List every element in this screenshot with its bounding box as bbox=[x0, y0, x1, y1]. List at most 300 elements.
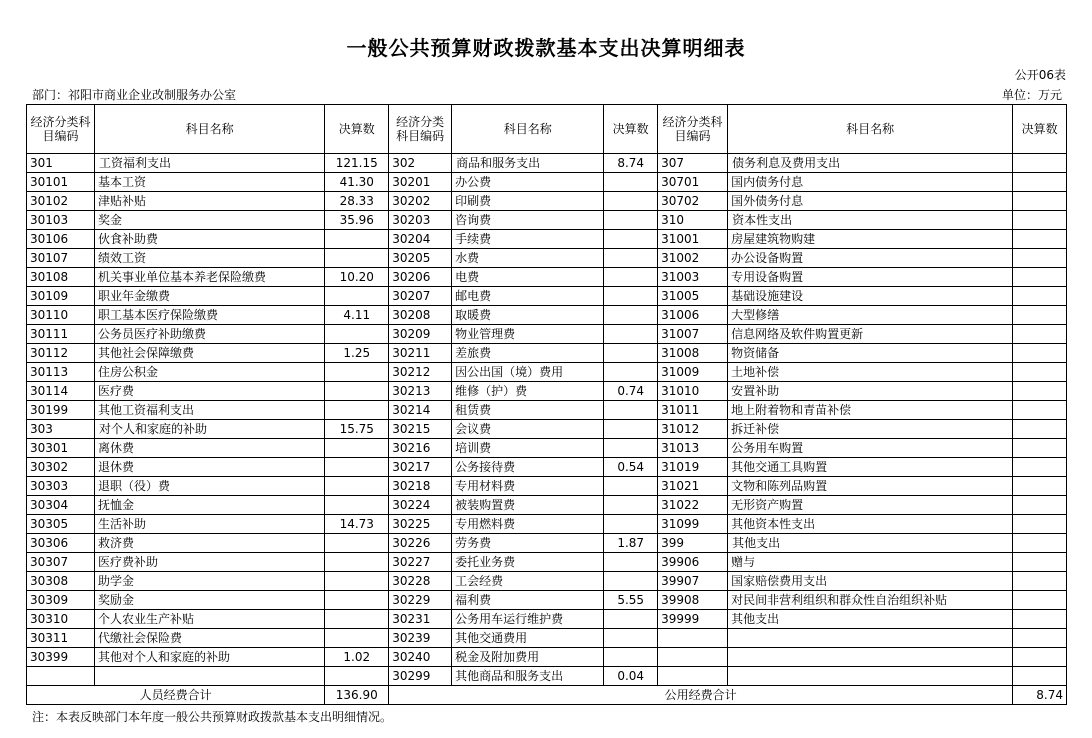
cell-name: 生活补助 bbox=[94, 515, 324, 534]
cell-name: 绩效工资 bbox=[94, 249, 324, 268]
cell-code: 30204 bbox=[389, 230, 452, 249]
cell-code: 30107 bbox=[27, 249, 95, 268]
cell-amount bbox=[604, 211, 658, 230]
cell-name: 其他支出 bbox=[728, 534, 1013, 553]
cell-code: 30111 bbox=[27, 325, 95, 344]
cell-code: 307 bbox=[658, 154, 728, 173]
cell-name: 职工基本医疗保险缴费 bbox=[94, 306, 324, 325]
cell-code: 30206 bbox=[389, 268, 452, 287]
table-row bbox=[27, 230, 1067, 249]
cell-code: 30239 bbox=[389, 629, 452, 648]
cell-name: 公务员医疗补助缴费 bbox=[94, 325, 324, 344]
cell-name: 奖金 bbox=[94, 211, 324, 230]
cell-code: 303 bbox=[27, 420, 95, 439]
cell-code: 30208 bbox=[389, 306, 452, 325]
cell-amount bbox=[1013, 306, 1067, 325]
cell-amount bbox=[1013, 382, 1067, 401]
cell-code: 30305 bbox=[27, 515, 95, 534]
cell-name: 国外债务付息 bbox=[728, 192, 1013, 211]
cell-name: 委托业务费 bbox=[452, 553, 604, 572]
cell-name: 电费 bbox=[452, 268, 604, 287]
table-row bbox=[27, 458, 1067, 477]
cell-amount bbox=[325, 439, 389, 458]
cell-code: 30308 bbox=[27, 572, 95, 591]
cell-name: 工会经费 bbox=[452, 572, 604, 591]
cell-amount bbox=[325, 553, 389, 572]
cell-name: 国内债务付息 bbox=[728, 173, 1013, 192]
cell-code: 30702 bbox=[658, 192, 728, 211]
cell-name: 办公费 bbox=[452, 173, 604, 192]
report-title: 一般公共预算财政拨款基本支出决算明细表 bbox=[346, 36, 746, 60]
cell-amount bbox=[1013, 230, 1067, 249]
header-code-2: 经济分类科目编码 bbox=[389, 105, 452, 154]
cell-amount bbox=[1013, 401, 1067, 420]
cell-amount bbox=[325, 363, 389, 382]
cell-code: 30399 bbox=[27, 648, 95, 667]
cell-amount bbox=[1013, 268, 1067, 287]
cell-name: 物资储备 bbox=[728, 344, 1013, 363]
cell-code: 31022 bbox=[658, 496, 728, 515]
cell-name: 劳务费 bbox=[452, 534, 604, 553]
cell-code: 30109 bbox=[27, 287, 95, 306]
cell-name: 退休费 bbox=[94, 458, 324, 477]
table-row bbox=[27, 268, 1067, 287]
table-row bbox=[27, 591, 1067, 610]
cell-amount bbox=[325, 230, 389, 249]
cell-amount bbox=[1013, 629, 1067, 648]
cell-amount: 35.96 bbox=[325, 211, 389, 230]
cell-amount bbox=[604, 268, 658, 287]
header-code-1: 经济分类科目编码 bbox=[27, 105, 95, 154]
table-row bbox=[27, 382, 1067, 401]
cell-code: 30227 bbox=[389, 553, 452, 572]
cell-code: 30101 bbox=[27, 173, 95, 192]
cell-amount: 41.30 bbox=[325, 173, 389, 192]
cell-name: 基础设施建设 bbox=[728, 287, 1013, 306]
cell-name: 医疗费 bbox=[94, 382, 324, 401]
cell-amount: 0.54 bbox=[604, 458, 658, 477]
cell-name: 拆迁补偿 bbox=[728, 420, 1013, 439]
cell-amount bbox=[325, 287, 389, 306]
cell-name: 税金及附加费用 bbox=[452, 648, 604, 667]
cell-code: 31012 bbox=[658, 420, 728, 439]
cell-name: 其他工资福利支出 bbox=[94, 401, 324, 420]
cell-code: 30301 bbox=[27, 439, 95, 458]
cell-code: 31001 bbox=[658, 230, 728, 249]
footnote: 注：本表反映部门本年度一般公共预算财政拨款基本支出明细情况。 bbox=[32, 710, 393, 724]
cell-amount bbox=[604, 477, 658, 496]
cell-amount bbox=[1013, 477, 1067, 496]
totals-row bbox=[27, 686, 1067, 705]
cell-name: 专用燃料费 bbox=[452, 515, 604, 534]
cell-name: 赠与 bbox=[728, 553, 1013, 572]
cell-name: 住房公积金 bbox=[94, 363, 324, 382]
cell-name: 维修（护）费 bbox=[452, 382, 604, 401]
cell-amount bbox=[604, 344, 658, 363]
cell-name: 印刷费 bbox=[452, 192, 604, 211]
cell-code: 31005 bbox=[658, 287, 728, 306]
header-amount-1: 决算数 bbox=[325, 105, 389, 154]
cell-amount bbox=[604, 629, 658, 648]
cell-name: 咨询费 bbox=[452, 211, 604, 230]
cell-amount bbox=[325, 496, 389, 515]
cell-name: 基本工资 bbox=[94, 173, 324, 192]
cell-amount: 5.55 bbox=[604, 591, 658, 610]
cell-name bbox=[728, 648, 1013, 667]
cell-code: 30205 bbox=[389, 249, 452, 268]
cell-name: 培训费 bbox=[452, 439, 604, 458]
cell-name: 会议费 bbox=[452, 420, 604, 439]
cell-name: 物业管理费 bbox=[452, 325, 604, 344]
table-row bbox=[27, 610, 1067, 629]
cell-code: 30229 bbox=[389, 591, 452, 610]
cell-amount bbox=[1013, 496, 1067, 515]
cell-amount bbox=[1013, 553, 1067, 572]
cell-code bbox=[658, 648, 728, 667]
header-name-1: 科目名称 bbox=[94, 105, 324, 154]
cell-amount: 14.73 bbox=[325, 515, 389, 534]
cell-code: 399 bbox=[658, 534, 728, 553]
cell-code: 31008 bbox=[658, 344, 728, 363]
cell-name: 奖励金 bbox=[94, 591, 324, 610]
cell-code: 30106 bbox=[27, 230, 95, 249]
cell-code: 30225 bbox=[389, 515, 452, 534]
cell-amount bbox=[1013, 249, 1067, 268]
cell-code: 30213 bbox=[389, 382, 452, 401]
unit-label: 单位：万元 bbox=[1001, 88, 1062, 102]
cell-code: 39906 bbox=[658, 553, 728, 572]
cell-amount bbox=[1013, 610, 1067, 629]
table-row bbox=[27, 553, 1067, 572]
cell-name: 机关事业单位基本养老保险缴费 bbox=[94, 268, 324, 287]
cell-name: 其他交通工具购置 bbox=[728, 458, 1013, 477]
cell-amount bbox=[325, 629, 389, 648]
cell-code: 30108 bbox=[27, 268, 95, 287]
cell-amount bbox=[1013, 211, 1067, 230]
table-row bbox=[27, 534, 1067, 553]
cell-name: 伙食补助费 bbox=[94, 230, 324, 249]
cell-code: 31007 bbox=[658, 325, 728, 344]
table-row bbox=[27, 344, 1067, 363]
cell-amount bbox=[1013, 515, 1067, 534]
cell-name bbox=[94, 667, 324, 686]
cell-name: 公务接待费 bbox=[452, 458, 604, 477]
cell-amount bbox=[604, 325, 658, 344]
cell-name bbox=[728, 629, 1013, 648]
cell-code bbox=[658, 667, 728, 686]
cell-name: 其他社会保障缴费 bbox=[94, 344, 324, 363]
cell-name: 其他支出 bbox=[728, 610, 1013, 629]
cell-name: 办公设备购置 bbox=[728, 249, 1013, 268]
cell-code: 30201 bbox=[389, 173, 452, 192]
personnel-total-label: 人员经费合计 bbox=[27, 686, 325, 705]
cell-amount: 1.87 bbox=[604, 534, 658, 553]
cell-amount bbox=[604, 230, 658, 249]
cell-code: 31009 bbox=[658, 363, 728, 382]
cell-code: 30214 bbox=[389, 401, 452, 420]
table-row bbox=[27, 477, 1067, 496]
header-amount-2: 决算数 bbox=[604, 105, 658, 154]
cell-amount bbox=[604, 363, 658, 382]
cell-amount bbox=[325, 610, 389, 629]
cell-amount bbox=[1013, 154, 1067, 173]
cell-name: 对个人和家庭的补助 bbox=[94, 420, 324, 439]
cell-code: 30701 bbox=[658, 173, 728, 192]
cell-amount bbox=[325, 572, 389, 591]
cell-code: 39907 bbox=[658, 572, 728, 591]
cell-code: 31011 bbox=[658, 401, 728, 420]
public-total-label: 公用经费合计 bbox=[389, 686, 1013, 705]
cell-code: 31099 bbox=[658, 515, 728, 534]
cell-code: 30302 bbox=[27, 458, 95, 477]
cell-amount bbox=[325, 249, 389, 268]
cell-code: 30114 bbox=[27, 382, 95, 401]
cell-name: 差旅费 bbox=[452, 344, 604, 363]
cell-amount bbox=[604, 401, 658, 420]
cell-name: 退职（役）费 bbox=[94, 477, 324, 496]
cell-name: 水费 bbox=[452, 249, 604, 268]
cell-name: 医疗费补助 bbox=[94, 553, 324, 572]
header-amount-3: 决算数 bbox=[1013, 105, 1067, 154]
cell-name: 资本性支出 bbox=[728, 211, 1013, 230]
cell-name: 国家赔偿费用支出 bbox=[728, 572, 1013, 591]
cell-code bbox=[27, 667, 95, 686]
cell-code: 30110 bbox=[27, 306, 95, 325]
cell-amount: 1.25 bbox=[325, 344, 389, 363]
cell-name: 邮电费 bbox=[452, 287, 604, 306]
cell-name: 安置补助 bbox=[728, 382, 1013, 401]
table-row bbox=[27, 154, 1067, 173]
cell-code: 31003 bbox=[658, 268, 728, 287]
cell-code: 30102 bbox=[27, 192, 95, 211]
cell-code: 30228 bbox=[389, 572, 452, 591]
header-name-3: 科目名称 bbox=[728, 105, 1013, 154]
cell-code: 30224 bbox=[389, 496, 452, 515]
cell-amount bbox=[1013, 173, 1067, 192]
cell-name: 专用设备购置 bbox=[728, 268, 1013, 287]
cell-amount bbox=[604, 306, 658, 325]
cell-name: 无形资产购置 bbox=[728, 496, 1013, 515]
cell-code: 30103 bbox=[27, 211, 95, 230]
cell-name: 其他资本性支出 bbox=[728, 515, 1013, 534]
cell-name: 其他商品和服务支出 bbox=[452, 667, 604, 686]
cell-name: 文物和陈列品购置 bbox=[728, 477, 1013, 496]
header-code-3: 经济分类科目编码 bbox=[658, 105, 728, 154]
cell-code: 31002 bbox=[658, 249, 728, 268]
cell-amount bbox=[1013, 287, 1067, 306]
table-row bbox=[27, 667, 1067, 686]
cell-name: 救济费 bbox=[94, 534, 324, 553]
cell-code: 31019 bbox=[658, 458, 728, 477]
cell-amount: 28.33 bbox=[325, 192, 389, 211]
cell-name: 手续费 bbox=[452, 230, 604, 249]
table-row bbox=[27, 496, 1067, 515]
table-row bbox=[27, 211, 1067, 230]
table-row bbox=[27, 306, 1067, 325]
cell-name: 代缴社会保险费 bbox=[94, 629, 324, 648]
cell-name: 其他对个人和家庭的补助 bbox=[94, 648, 324, 667]
cell-amount: 10.20 bbox=[325, 268, 389, 287]
cell-amount bbox=[325, 401, 389, 420]
cell-amount bbox=[604, 496, 658, 515]
cell-name: 福利费 bbox=[452, 591, 604, 610]
cell-name: 被装购置费 bbox=[452, 496, 604, 515]
cell-code: 30310 bbox=[27, 610, 95, 629]
table-row bbox=[27, 629, 1067, 648]
cell-name: 土地补偿 bbox=[728, 363, 1013, 382]
cell-amount bbox=[604, 515, 658, 534]
cell-code: 31013 bbox=[658, 439, 728, 458]
cell-amount bbox=[604, 572, 658, 591]
cell-amount bbox=[604, 648, 658, 667]
cell-amount bbox=[604, 420, 658, 439]
cell-amount bbox=[604, 192, 658, 211]
cell-code: 30113 bbox=[27, 363, 95, 382]
cell-code: 30304 bbox=[27, 496, 95, 515]
cell-name: 因公出国（境）费用 bbox=[452, 363, 604, 382]
cell-amount bbox=[1013, 363, 1067, 382]
cell-code: 30202 bbox=[389, 192, 452, 211]
cell-code: 39999 bbox=[658, 610, 728, 629]
cell-name: 公务用车运行维护费 bbox=[452, 610, 604, 629]
table-row bbox=[27, 439, 1067, 458]
cell-amount bbox=[1013, 192, 1067, 211]
cell-amount: 121.15 bbox=[325, 154, 389, 173]
cell-name: 抚恤金 bbox=[94, 496, 324, 515]
cell-amount: 8.74 bbox=[604, 154, 658, 173]
cell-code: 30217 bbox=[389, 458, 452, 477]
cell-name: 助学金 bbox=[94, 572, 324, 591]
cell-code: 30207 bbox=[389, 287, 452, 306]
table-row bbox=[27, 363, 1067, 382]
cell-code: 30231 bbox=[389, 610, 452, 629]
cell-name: 专用材料费 bbox=[452, 477, 604, 496]
cell-code bbox=[658, 629, 728, 648]
cell-code: 30306 bbox=[27, 534, 95, 553]
cell-name: 债务利息及费用支出 bbox=[728, 154, 1013, 173]
cell-amount bbox=[604, 439, 658, 458]
cell-code: 39908 bbox=[658, 591, 728, 610]
cell-amount: 0.74 bbox=[604, 382, 658, 401]
cell-code: 30215 bbox=[389, 420, 452, 439]
cell-amount: 4.11 bbox=[325, 306, 389, 325]
cell-code: 31006 bbox=[658, 306, 728, 325]
cell-code: 30203 bbox=[389, 211, 452, 230]
cell-code: 302 bbox=[389, 154, 452, 173]
expenditure-table bbox=[26, 104, 1067, 705]
department-label: 部门：祁阳市商业企业改制服务办公室 bbox=[32, 88, 237, 102]
header-name-2: 科目名称 bbox=[452, 105, 604, 154]
cell-code: 30307 bbox=[27, 553, 95, 572]
cell-code: 30311 bbox=[27, 629, 95, 648]
table-row bbox=[27, 401, 1067, 420]
cell-amount bbox=[325, 458, 389, 477]
cell-amount bbox=[1013, 439, 1067, 458]
cell-name: 公务用车购置 bbox=[728, 439, 1013, 458]
cell-amount bbox=[1013, 648, 1067, 667]
cell-amount: 1.02 bbox=[325, 648, 389, 667]
cell-code: 30309 bbox=[27, 591, 95, 610]
table-header-row bbox=[27, 105, 1067, 154]
table-row bbox=[27, 515, 1067, 534]
cell-code: 30211 bbox=[389, 344, 452, 363]
table-row bbox=[27, 287, 1067, 306]
cell-amount bbox=[604, 173, 658, 192]
cell-name: 对民间非营利组织和群众性自治组织补贴 bbox=[728, 591, 1013, 610]
cell-code: 301 bbox=[27, 154, 95, 173]
cell-amount bbox=[604, 610, 658, 629]
cell-name: 津贴补贴 bbox=[94, 192, 324, 211]
cell-code: 30226 bbox=[389, 534, 452, 553]
cell-name: 个人农业生产补贴 bbox=[94, 610, 324, 629]
cell-name: 租赁费 bbox=[452, 401, 604, 420]
cell-code: 30240 bbox=[389, 648, 452, 667]
cell-name: 地上附着物和青苗补偿 bbox=[728, 401, 1013, 420]
form-number: 公开06表 bbox=[1014, 68, 1066, 82]
cell-amount bbox=[604, 287, 658, 306]
cell-name: 职业年金缴费 bbox=[94, 287, 324, 306]
table-row bbox=[27, 648, 1067, 667]
cell-code: 31010 bbox=[658, 382, 728, 401]
cell-amount bbox=[1013, 344, 1067, 363]
cell-amount bbox=[325, 534, 389, 553]
cell-name: 商品和服务支出 bbox=[452, 154, 604, 173]
cell-amount bbox=[1013, 458, 1067, 477]
table-row bbox=[27, 420, 1067, 439]
table-row bbox=[27, 325, 1067, 344]
cell-code: 310 bbox=[658, 211, 728, 230]
cell-code: 30209 bbox=[389, 325, 452, 344]
cell-code: 30218 bbox=[389, 477, 452, 496]
cell-amount bbox=[1013, 420, 1067, 439]
cell-name: 房屋建筑物购建 bbox=[728, 230, 1013, 249]
cell-code: 30216 bbox=[389, 439, 452, 458]
cell-code: 30299 bbox=[389, 667, 452, 686]
cell-amount bbox=[604, 553, 658, 572]
cell-amount bbox=[325, 477, 389, 496]
cell-name: 工资福利支出 bbox=[94, 154, 324, 173]
cell-amount bbox=[325, 591, 389, 610]
cell-amount bbox=[1013, 572, 1067, 591]
cell-amount: 15.75 bbox=[325, 420, 389, 439]
cell-amount bbox=[604, 249, 658, 268]
cell-name: 离休费 bbox=[94, 439, 324, 458]
cell-amount bbox=[1013, 667, 1067, 686]
cell-amount bbox=[1013, 534, 1067, 553]
cell-amount bbox=[325, 325, 389, 344]
public-total-value: 8.74 bbox=[1013, 686, 1067, 705]
table-row bbox=[27, 572, 1067, 591]
table-row bbox=[27, 173, 1067, 192]
cell-name: 其他交通费用 bbox=[452, 629, 604, 648]
cell-code: 30212 bbox=[389, 363, 452, 382]
cell-amount bbox=[325, 382, 389, 401]
cell-name: 取暖费 bbox=[452, 306, 604, 325]
cell-name bbox=[728, 667, 1013, 686]
table-body bbox=[27, 154, 1067, 686]
cell-name: 信息网络及软件购置更新 bbox=[728, 325, 1013, 344]
cell-amount bbox=[1013, 591, 1067, 610]
cell-code: 31021 bbox=[658, 477, 728, 496]
personnel-total-value: 136.90 bbox=[325, 686, 389, 705]
cell-amount bbox=[1013, 325, 1067, 344]
table-row bbox=[27, 249, 1067, 268]
cell-amount bbox=[325, 667, 389, 686]
cell-amount: 0.04 bbox=[604, 667, 658, 686]
cell-name: 大型修缮 bbox=[728, 306, 1013, 325]
cell-code: 30303 bbox=[27, 477, 95, 496]
cell-code: 30112 bbox=[27, 344, 95, 363]
